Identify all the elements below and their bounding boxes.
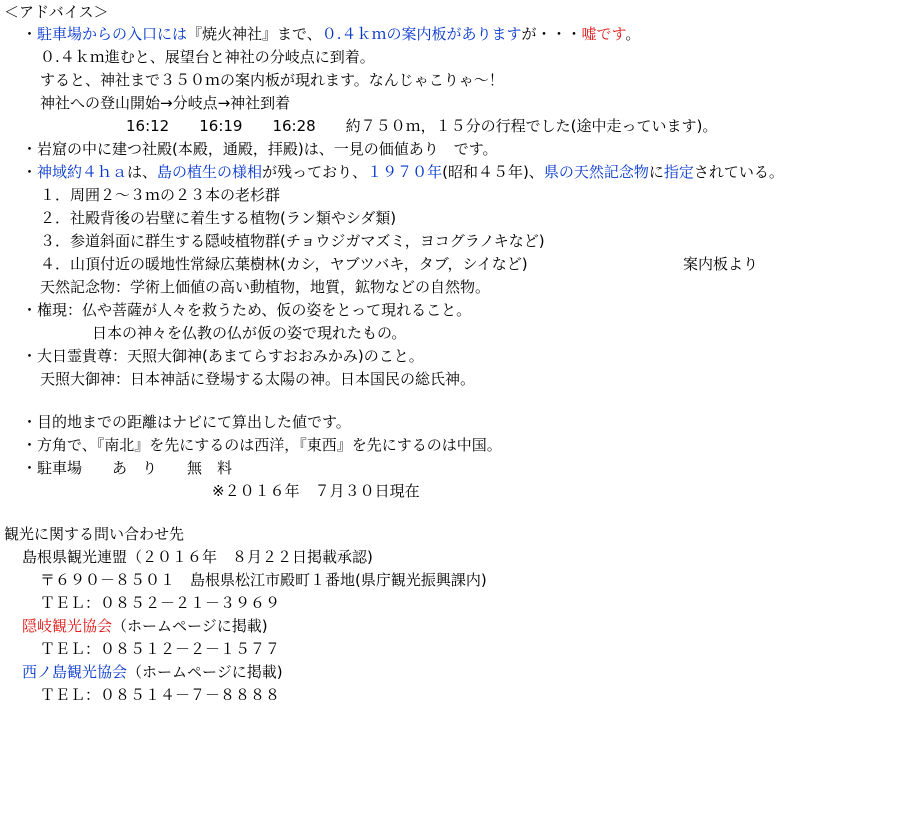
advice-line-route: 神社への登山開始→分岐点→神社到着	[40, 94, 291, 112]
org-shimane-name: 島根県観光連盟（２０１６年 ８月２２日掲載承認)	[22, 548, 373, 566]
ellipsis-text: が・・・	[521, 25, 582, 43]
advice-line-signboard-350m: すると、神社まで３５０ｍの案内板が現れます。なんじゃこりゃ～！	[40, 71, 504, 89]
showa-year: (昭和４５年)、	[442, 163, 544, 181]
org-oki-note: （ホームページに掲載)	[112, 617, 268, 635]
note-direction: ・方角で、『南北』を先にするのは西洋，『東西』を先にするのは中国。	[22, 436, 502, 454]
org-nishinoshima-tel: ＴＥＬ：０８５１４－７－８８８８	[40, 686, 281, 704]
org-oki-name: 隠岐観光協会	[22, 617, 113, 635]
org-nishinoshima	[22, 662, 283, 682]
list-item: ４．山頂付近の暖地性常緑広葉樹林(カシ，ヤブツバキ，タブ，シイなど)	[40, 255, 528, 273]
note-distance: ・目的地までの距離はナビにて算出した値です。	[22, 413, 351, 431]
as-of-date: ※２０１６年 ７月３０日現在	[212, 482, 420, 500]
lie-text: 嘘です	[581, 25, 626, 43]
sacred-area-size: 神域約４ｈａ	[37, 163, 128, 181]
list-source: 案内板より	[683, 255, 759, 273]
advice-line-shrine-building: ・岩窟の中に建つ社殿(本殿，通殿，拝殿)は、一見の価値あり です。	[22, 140, 498, 158]
list-item: ２．社殿背後の岩壁に着生する植物(ラン類やシダ類)	[40, 209, 397, 227]
natural-monument-text: 県の天然記念物	[543, 163, 649, 181]
period: 。	[625, 25, 641, 43]
list-item: ３．参道斜面に群生する隠岐植物群(チョウジガマズミ，ヨコグラノキなど)	[40, 232, 545, 250]
contact-heading: 観光に関する問い合わせ先	[4, 525, 185, 543]
org-shimane-tel: ＴＥＬ：０８５２－２１－３９６９	[40, 594, 281, 612]
advice-line-times: 16:12 16:19 16:28 約７５０ｍ，１５分の行程でした(途中走っています)。	[126, 117, 718, 135]
org-oki-tel: ＴＥＬ：０８５１２－２－１５７７	[40, 640, 281, 658]
parking-info: ・駐車場 あ り 無 料	[22, 459, 233, 477]
vegetation-text: 島の植生の様相	[157, 163, 263, 181]
note-amaterasu: 天照大御神：日本神話に登場する太陽の神。日本国民の総氏神。	[40, 370, 476, 388]
entrance-text: 駐車場からの入口には	[37, 25, 188, 43]
org-nishinoshima-note: （ホームページに掲載)	[127, 663, 283, 681]
note-gongen: ・権現：仏や菩薩が人々を救うため、仮の姿をとって現れること。	[22, 301, 472, 319]
text-fragment: が残っており、	[262, 163, 368, 181]
list-item: １．周囲２～３ｍの２３本の老杉群	[40, 186, 281, 204]
advice-line-branch: ０.４ｋｍ進むと、展望台と神社の分岐点に到着。	[40, 48, 375, 66]
org-shimane-address: 〒６９０－８５０１ 島根県松江市殿町１番地(県庁観光振興課内)	[40, 571, 487, 589]
note-gongen-detail: 日本の神々を仏教の仏が仮の姿で現れたもの。	[92, 324, 407, 342]
note-ohirumenomuchi: ・大日霊貴尊：天照大御神(あまてらすおおみかみ)のこと。	[22, 347, 424, 365]
bullet: ・	[22, 25, 38, 43]
text-fragment: されている。	[693, 163, 784, 181]
advice-heading: ＜アドバイス＞	[4, 3, 109, 21]
designation-year: １９７０年	[367, 163, 443, 181]
signboard-distance: ０.４ｋｍの案内板があります	[321, 25, 522, 43]
org-nishinoshima-name: 西ノ島観光協会	[22, 663, 128, 681]
advice-line-entrance	[22, 24, 640, 44]
advice-line-sacred-area	[22, 162, 784, 182]
shrine-name-text: 『焼火神社』まで、	[187, 25, 322, 43]
bullet: ・	[22, 163, 38, 181]
text-fragment: に	[648, 163, 664, 181]
designation-text: 指定	[663, 163, 694, 181]
org-oki	[22, 616, 268, 636]
text-fragment: は、	[127, 163, 158, 181]
note-natural-monument: 天然記念物：学術上価値の高い動植物，地質，鉱物などの自然物。	[40, 278, 491, 296]
